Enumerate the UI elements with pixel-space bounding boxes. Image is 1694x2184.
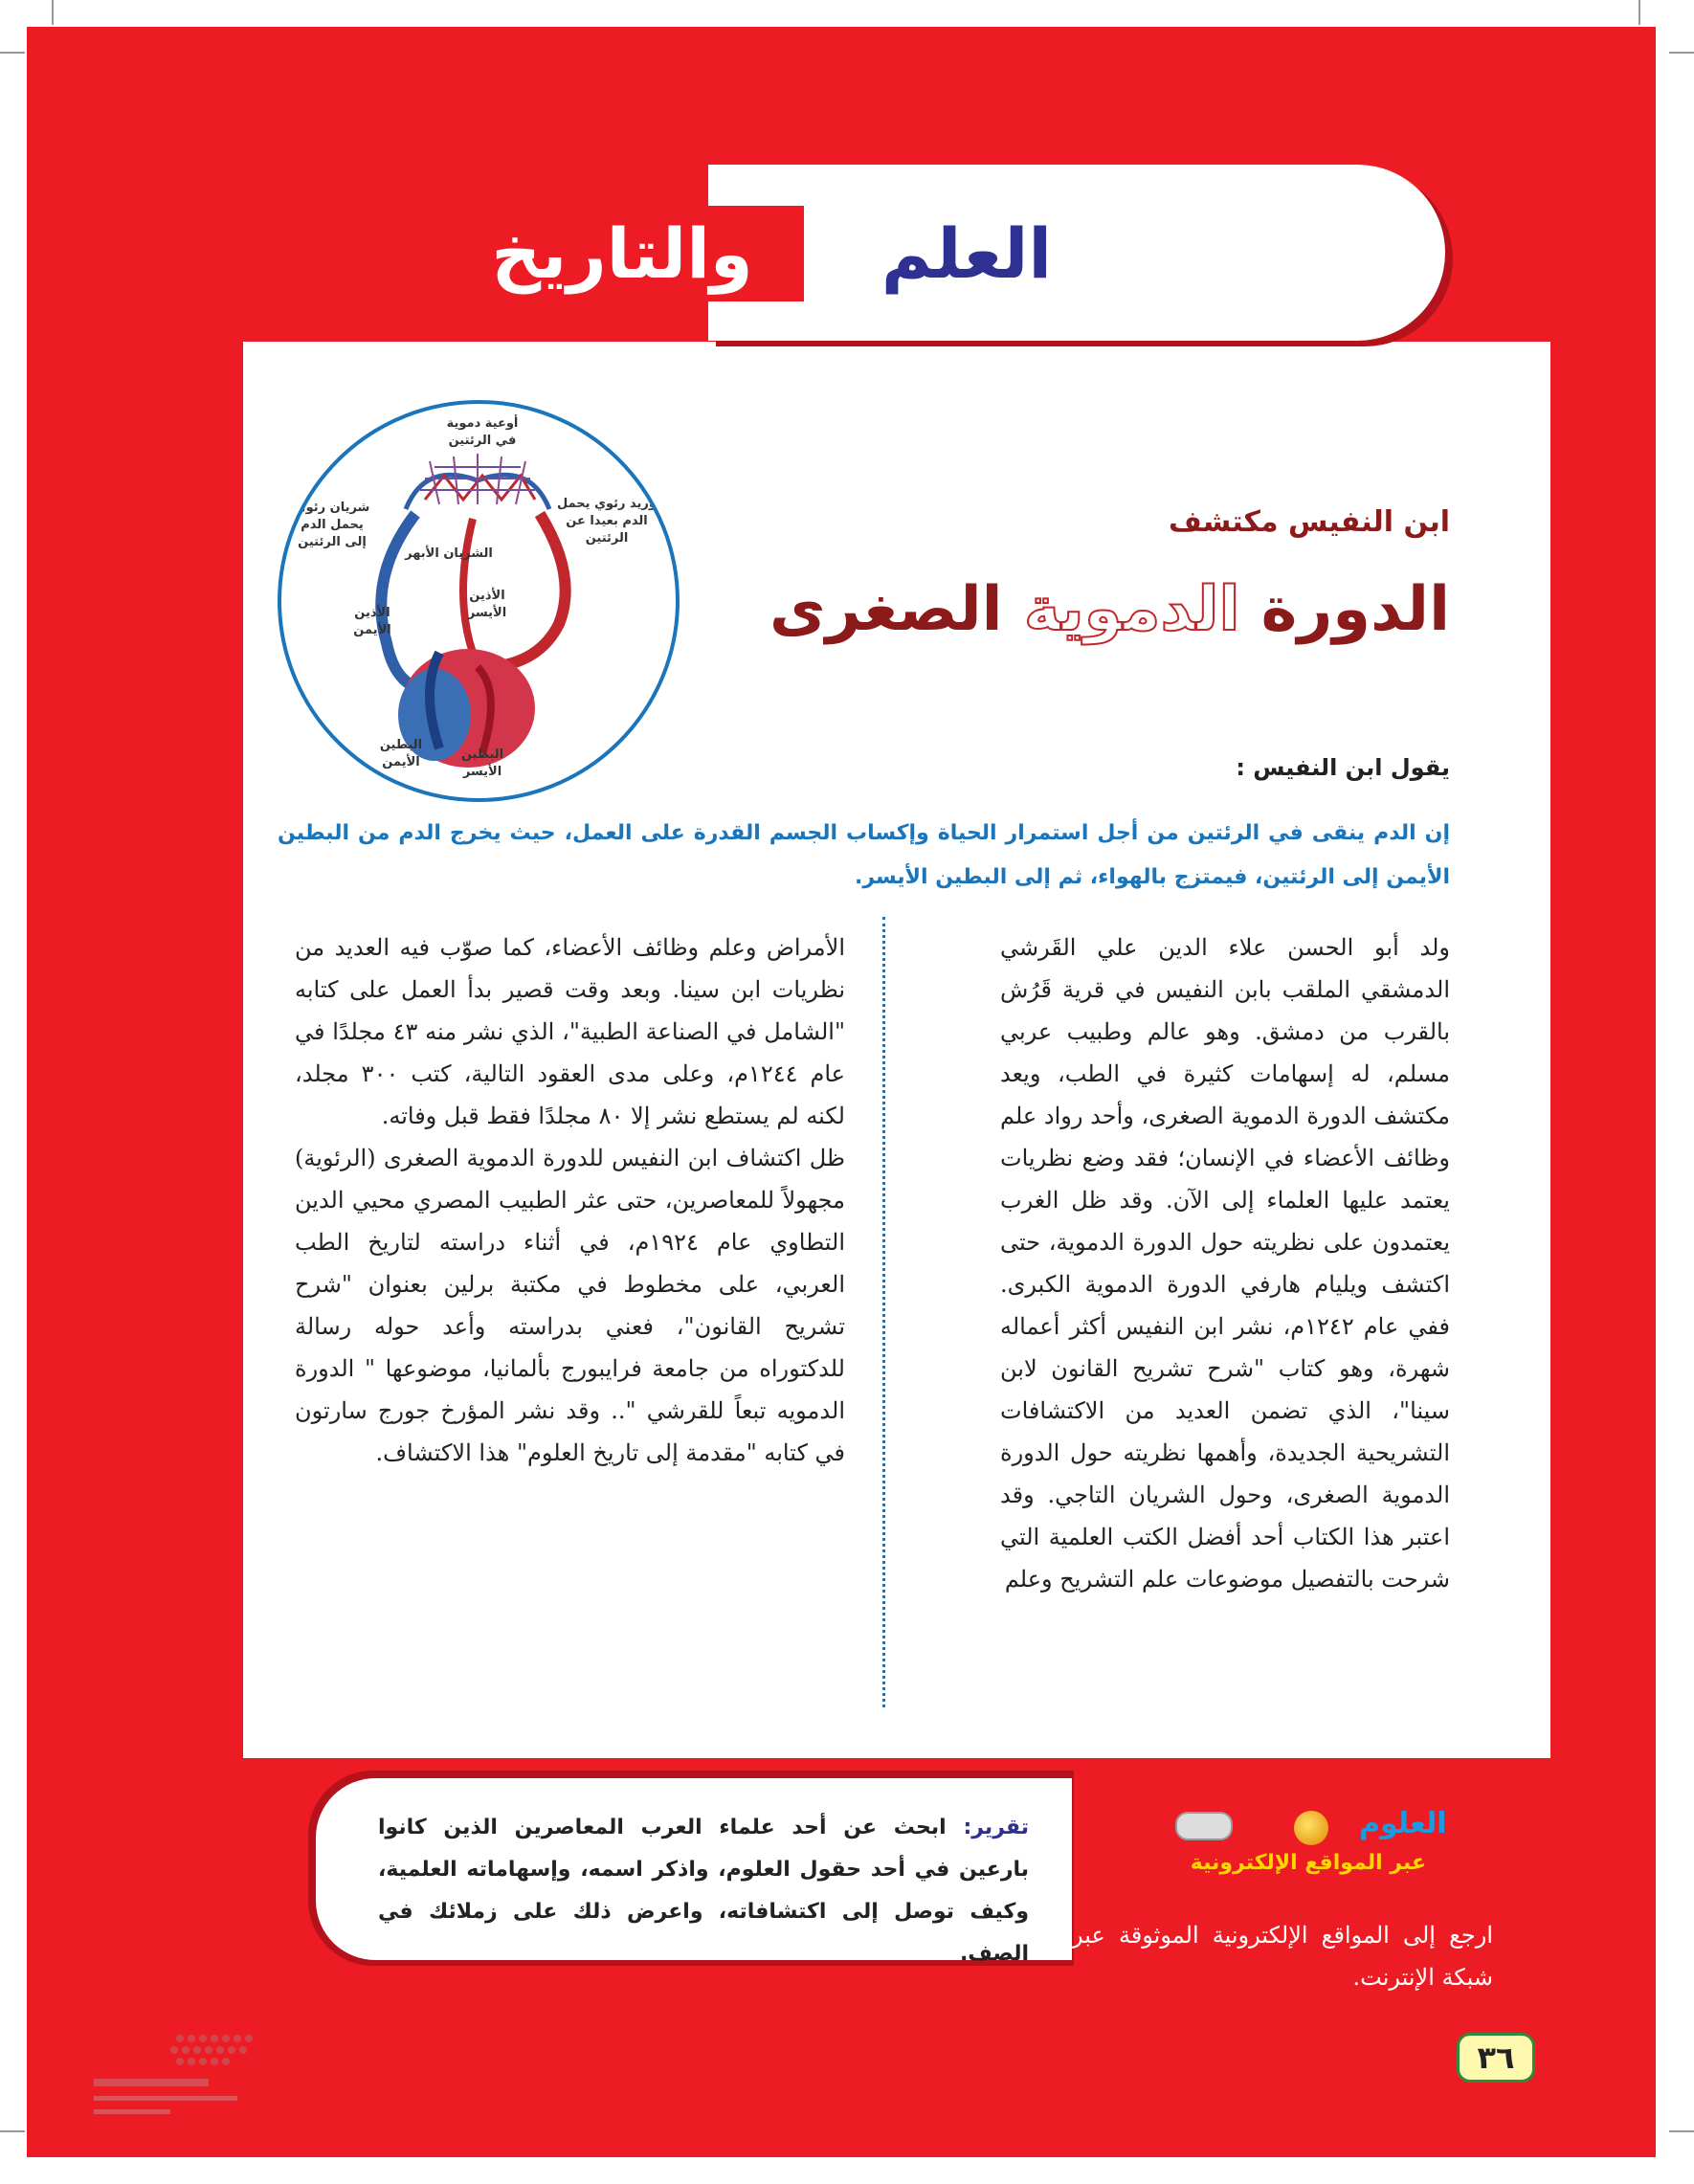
label-pulmonary-artery: شريان رئوي يحمل الدم إلى الرئتين [294,501,370,549]
label-right-ventricle: البطين الأيمن [379,738,423,769]
title-history: والتاريخ [491,213,753,294]
report-label: تقرير: [963,1816,1029,1839]
trim-mark [1669,2130,1694,2132]
column-left-paragraph-1: الأمراض وعلم وظائف الأعضاء، كما صوّب فيه العديد من نظريات ابن سينا. وبعد وقت قصير بدأ العمل على كتابه "الشامل في الصناعة الطبية"، الذي نشر منه ٤٣ مجلدًا في عام ١٢٤٤م، وعلى مدى العقود التالية، كتب ٣٠٠ مجلد، لكنه لم يستطع نشر إلا ٨٠ مجلدًا فقط قبل وفاته. [295,934,846,1129]
column-left-paragraph-2: ظل اكتشاف ابن النفيس للدورة الدموية الصغرى (الرئوية) مجهولاً للمعاصرين، حتى عثر الطبيب المصري محيي الدين التطاوي عام ١٩٢٤م، في أثناء دراسته لتاريخ الطب العربي، على مخطوط في مكتبة برلين بعنوان "شرح تشريح القانون"، فعني بدراسته وأعد حوله رسالة للدكتوراه من جامعة فرايبورج بألمانيا، موضوعها " الدورة الدمويه تبعاً للقرشي ".. وقد نشر المؤرخ جورج سارتون في كتابه "مقدمة إلى تاريخ العلوم" هذا الاكتشاف. [295,1145,845,1466]
trim-mark [0,2130,25,2132]
trim-mark [1669,52,1694,54]
trim-mark [0,52,25,54]
web-section-subtitle: عبر المواقع الإلكترونية [1190,1851,1426,1875]
article-column-left [295,926,845,1474]
globe-icon [1294,1811,1328,1845]
trim-mark [1638,0,1640,25]
title-part-3: الصغرى [769,574,1003,645]
article-subtitle: ابن النفيس مكتشف [1169,505,1450,539]
report-body: ابحث عن أحد علماء العرب المعاصرين الذين كانوا بارعين في أحد حقول العلوم، واذكر اسمه، وإسهاماته العلمية، وكيف توصل إلى اكتشافاته، واعرض ذلك على زملائك في الصف. [378,1816,1029,1966]
circulation-diagram [278,400,680,802]
trim-mark [52,0,54,25]
label-pulmonary-vessels: أوعية دموية في الرئتين [446,416,519,448]
lung-capillaries-icon [406,454,549,509]
quote-text: إن الدم ينقى في الرئتين من أجل استمرار الحياة وإكساب الجسم القدرة على العمل، حيث يخرج الدم من البطين الأيمن إلى الرئتين، فيمتزج بالهواء، ثم إلى البطين الأيسر. [278,821,1450,889]
computer-mouse-icon [1175,1812,1233,1840]
label-left-atrium: الأذين الأيسر [467,589,507,620]
title-science: العلم [880,213,1053,294]
quote-intro: يقول ابن النفيس : [1236,754,1450,781]
column-divider [882,917,885,1707]
label-left-ventricle: البطين الأيسر [460,747,504,779]
web-section-title: العلوم [1359,1807,1447,1840]
report-text [378,1807,1029,1975]
ministry-watermark-logo [94,2019,323,2134]
label-right-atrium: الأذين الأيمن [353,606,391,637]
web-section-text: ارجع إلى المواقع الإلكترونية الموثوقة عبر شبكة الإنترنت. [1072,1922,1493,1991]
article-column-right: ولد أبو الحسن علاء الدين علي القَرشي الدمشقي الملقب بابن النفيس في قرية قَرُش بالقرب من دمشق. وهو عالم وطبيب عربي مسلم، له إسهامات كثيرة في الطب، ويعد مكتشف الدورة الدموية الصغرى، وأحد رواد علم وظائف الأعضاء في الإنسان؛ فقد وضع نظريات يعتمد عليها العلماء إلى الآن. وقد ظل الغرب يعتمدون على نظريته حول الدورة الدموية، حتى اكتشف ويليام هارفي الدورة الدموية الكبرى. ففي عام ١٢٤٢م، نشر ابن النفيس أكثر أعماله شهرة، وهو كتاب "شرح تشريح القانون لابن سينا"، الذي تضمن العديد من الاكتشافات التشريحية الجديدة، وأهمها نظريته حول الدورة الدموية الصغرى، وحول الشريان التاجي. وقد اعتبر هذا الكتاب أحد أفضل الكتب العلمية التي شرحت بالتفصيل موضوعات علم التشريح وعلم [1000,934,1450,1593]
label-aorta: الشريان الأبهر [405,546,493,561]
aorta-icon [463,519,473,653]
title-part-1: الدورة [1260,574,1450,645]
label-pulmonary-vein: وريد رئوي يحمل الدم بعيدا عن الرئتين [556,497,657,546]
page-number: ٣٦ [1457,2033,1535,2083]
article-title [769,574,1450,645]
title-part-2: الدموية [1023,574,1240,645]
